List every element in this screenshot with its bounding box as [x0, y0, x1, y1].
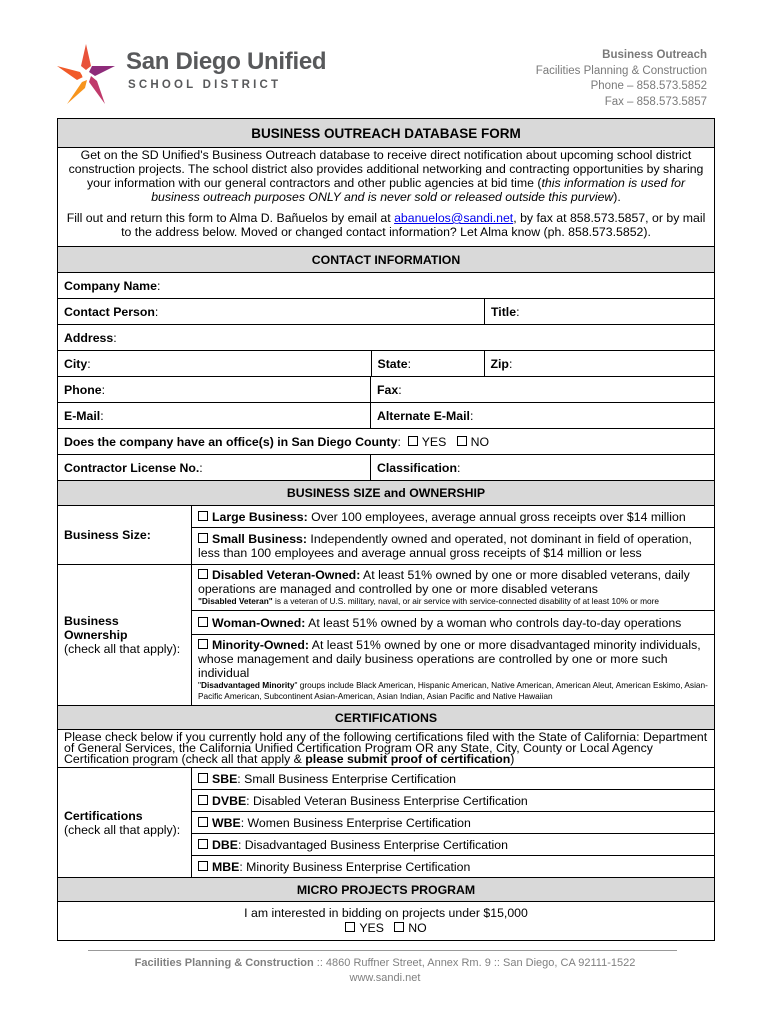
- footer: Facilities Planning & Construction :: 4860 Ruffner Street, Annex Rm. 9 :: San Diego, CA 92111-1522 www.sandi.net: [0, 956, 770, 986]
- email-link[interactable]: abanuelos@sandi.net: [394, 211, 514, 225]
- micro-yes-checkbox[interactable]: [345, 922, 355, 932]
- header-contact: [536, 48, 707, 110]
- phone-field[interactable]: Phone:: [58, 377, 371, 403]
- header-fax: Fax – 858.573.5857: [604, 95, 707, 108]
- micro-interest: I am interested in bidding on projects under $15,000 YES NO: [58, 902, 715, 941]
- cert-dbe-option[interactable]: DBE: Disadvantaged Business Enterprise Certification: [192, 834, 715, 856]
- state-field[interactable]: State:: [371, 351, 484, 376]
- city-field[interactable]: City:: [58, 351, 371, 377]
- micro-no-checkbox[interactable]: [394, 922, 404, 932]
- cert-dvbe-option[interactable]: DVBE: Disabled Veteran Business Enterprise Certification: [192, 790, 715, 812]
- logo-name: San Diego Unified: [126, 48, 327, 75]
- cert-mbe-option[interactable]: MBE: Minority Business Enterprise Certification: [192, 856, 715, 878]
- footer-divider: [88, 950, 677, 951]
- form-intro: Get on the SD Unified's Business Outreach database to receive direct notification about upcoming school district construction projects. The school district also provides additional networking and contracting opportunities by sharing your information with our general contractors and other public agencies at bid time (this information is used for business outreach purposes ONLY and is never sold or released outside this purview). Fill out and return this form to Alma D. Bañuelos by email at abanuelos@sandi.net, by fax at 858.573.5857, or by mail to the address below. Moved or changed contact information? Let Alma know (ph. 858.573.5852).: [58, 148, 715, 247]
- small-business-option[interactable]: Small Business: Independently owned and operated, not dominant in field of operation, less than 100 employees and average annual gross receipts of $14 million or less: [192, 528, 715, 565]
- header-dept: Business Outreach: [602, 49, 707, 61]
- alt-email-field[interactable]: Alternate E-Mail:: [371, 403, 715, 429]
- cert-sbe-option[interactable]: SBE: Small Business Enterprise Certification: [192, 768, 715, 790]
- contact-heading: CONTACT INFORMATION: [58, 247, 715, 273]
- company-name-field[interactable]: Company Name:: [58, 273, 715, 299]
- business-heading: BUSINESS SIZE and OWNERSHIP: [58, 481, 715, 506]
- outreach-form: [57, 118, 715, 941]
- business-ownership-label: Business Ownership (check all that apply):: [58, 565, 192, 706]
- license-field[interactable]: Contractor License No.:: [58, 455, 371, 481]
- woman-owned-option[interactable]: Woman-Owned: At least 51% owned by a woman who controls day-to-day operations: [192, 611, 715, 635]
- district-logo: [55, 44, 325, 106]
- address-field[interactable]: Address:: [58, 325, 715, 351]
- certifications-heading: CERTIFICATIONS: [58, 706, 715, 730]
- large-business-option[interactable]: Large Business: Over 100 employees, average annual gross receipts over $14 million: [192, 506, 715, 528]
- form-title: BUSINESS OUTREACH DATABASE FORM: [58, 119, 715, 148]
- office-question: Does the company have an office(s) in San Diego County: YES NO: [58, 429, 715, 455]
- zip-field[interactable]: Zip:: [484, 351, 714, 376]
- email-field[interactable]: E-Mail:: [58, 403, 371, 429]
- business-size-label: Business Size:: [58, 506, 192, 565]
- disabled-veteran-option[interactable]: Disabled Veteran-Owned: At least 51% owned by one or more disabled veterans, daily operations are managed and controlled by one or more disabled veterans "Disabled Veteran" is a veteran of U.S. military, naval, or air service with service-connected disability of at least 10% or more: [192, 565, 715, 611]
- office-no-checkbox[interactable]: [457, 436, 467, 446]
- star-logo-icon: [55, 44, 117, 106]
- header-phone: Phone – 858.573.5852: [590, 80, 707, 92]
- micro-heading: MICRO PROJECTS PROGRAM: [58, 878, 715, 902]
- header-unit: Facilities Planning & Construction: [535, 64, 707, 77]
- cert-wbe-option[interactable]: WBE: Women Business Enterprise Certification: [192, 812, 715, 834]
- certifications-note: Please check below if you currently hold any of the following certifications filed with the State of California: Department of General Services, the California Unified Certification Program OR any State, City, County or Local Agency Certification program (check all that apply & please submit proof of certification): [58, 730, 715, 768]
- office-yes-checkbox[interactable]: [408, 436, 418, 446]
- footer-website[interactable]: www.sandi.net: [349, 972, 421, 984]
- fax-field[interactable]: Fax:: [371, 377, 715, 403]
- contact-person-field[interactable]: Contact Person:: [58, 299, 485, 325]
- classification-field[interactable]: Classification:: [371, 455, 715, 481]
- title-field[interactable]: Title:: [485, 299, 715, 325]
- certifications-label: Certifications (check all that apply):: [58, 768, 192, 878]
- logo-subtitle: SCHOOL DISTRICT: [128, 79, 282, 91]
- minority-owned-option[interactable]: Minority-Owned: At least 51% owned by one or more disadvantaged minority individuals, whose management and daily business operations are controlled by one or more such individual "Disadvantaged Minority" groups include Black American, Hispanic American, Native American, American Aleut, American Eskimo, Asian-Pacific American, Subcontinent Asian-American, Asian Indian, Asian Pacific and Native Hawaiian: [192, 635, 715, 706]
